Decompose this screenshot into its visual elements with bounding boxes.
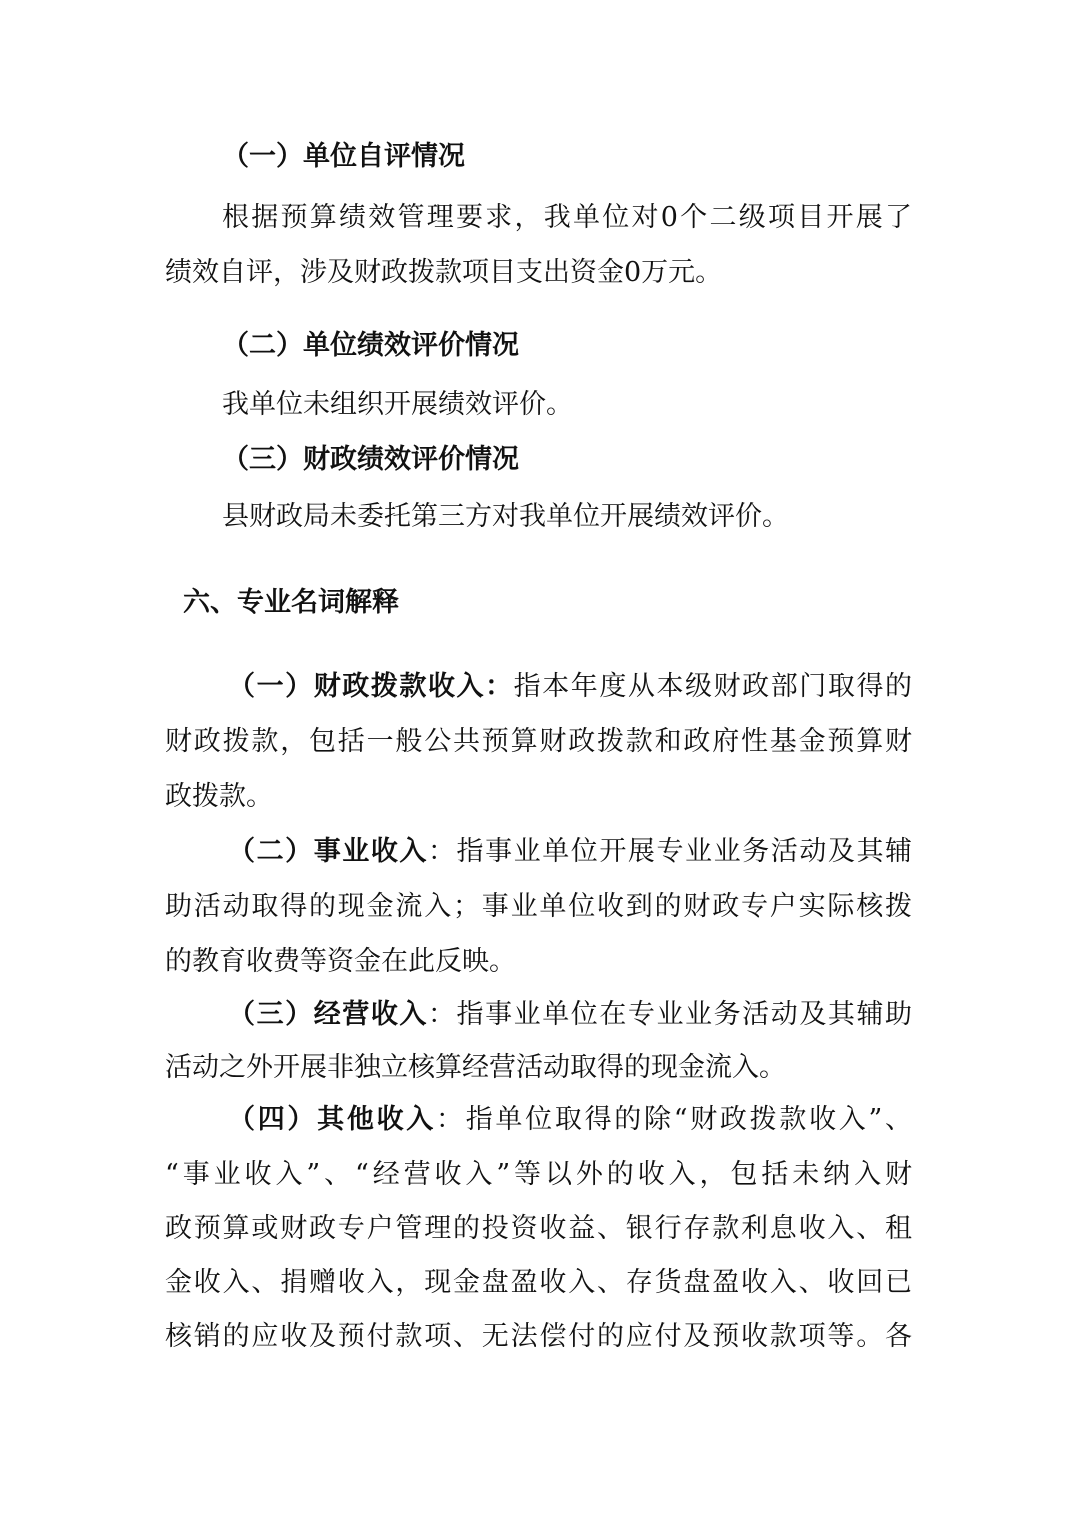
paragraph-line: 根据预算绩效管理要求，我单位对0个二级项目开展了: [222, 202, 912, 233]
term-text: ：指单位取得的除“财政拨款收入”、: [436, 1104, 912, 1135]
term-text: 指本年度从本级财政部门取得的: [513, 671, 912, 702]
paragraph-line: 财政拨款，包括一般公共预算财政拨款和政府性基金预算财: [165, 726, 912, 757]
term-first-line: [228, 998, 912, 1032]
section-heading-finance-evaluation: （三）财政绩效评价情况: [222, 444, 519, 475]
section-heading-self-evaluation: （一）单位自评情况: [222, 141, 465, 172]
chapter-heading: 六、专业名词解释: [183, 587, 399, 618]
term-title: （四）其他收入: [228, 1104, 436, 1135]
paragraph-line: 活动之外开展非独立核算经营活动取得的现金流入。: [165, 1052, 786, 1083]
paragraph-line: “事业收入”、“经营收入”等以外的收入，包括未纳入财: [165, 1159, 912, 1190]
paragraph-line: 县财政局未委托第三方对我单位开展绩效评价。: [222, 501, 789, 532]
paragraph-line: 核销的应收及预付款项、无法偿付的应付及预收款项等。各: [165, 1321, 912, 1352]
paragraph-line: 的教育收费等资金在此反映。: [165, 946, 516, 977]
term-first-line: [228, 670, 912, 704]
term-title: （三）经营收入: [228, 999, 428, 1030]
paragraph-line: 绩效自评，涉及财政拨款项目支出资金0万元。: [165, 257, 723, 288]
paragraph-line: 政拨款。: [165, 781, 273, 812]
paragraph-line: 政预算或财政专户管理的投资收益、银行存款利息收入、租: [165, 1213, 912, 1244]
paragraph-line: 我单位未组织开展绩效评价。: [222, 389, 573, 420]
paragraph-line: 金收入、捐赠收入，现金盘盈收入、存货盘盈收入、收回已: [165, 1267, 912, 1298]
term-text: ：指事业单位开展专业业务活动及其辅: [427, 836, 912, 867]
term-title: （一）财政拨款收入：: [228, 671, 514, 702]
paragraph-line: 助活动取得的现金流入；事业单位收到的财政专户实际核拨: [165, 891, 912, 922]
term-first-line: [228, 835, 912, 869]
section-heading-unit-evaluation: （二）单位绩效评价情况: [222, 330, 519, 361]
term-title: （二）事业收入: [228, 836, 428, 867]
term-first-line: [228, 1103, 912, 1137]
term-text: ：指事业单位在专业业务活动及其辅助: [427, 999, 912, 1030]
